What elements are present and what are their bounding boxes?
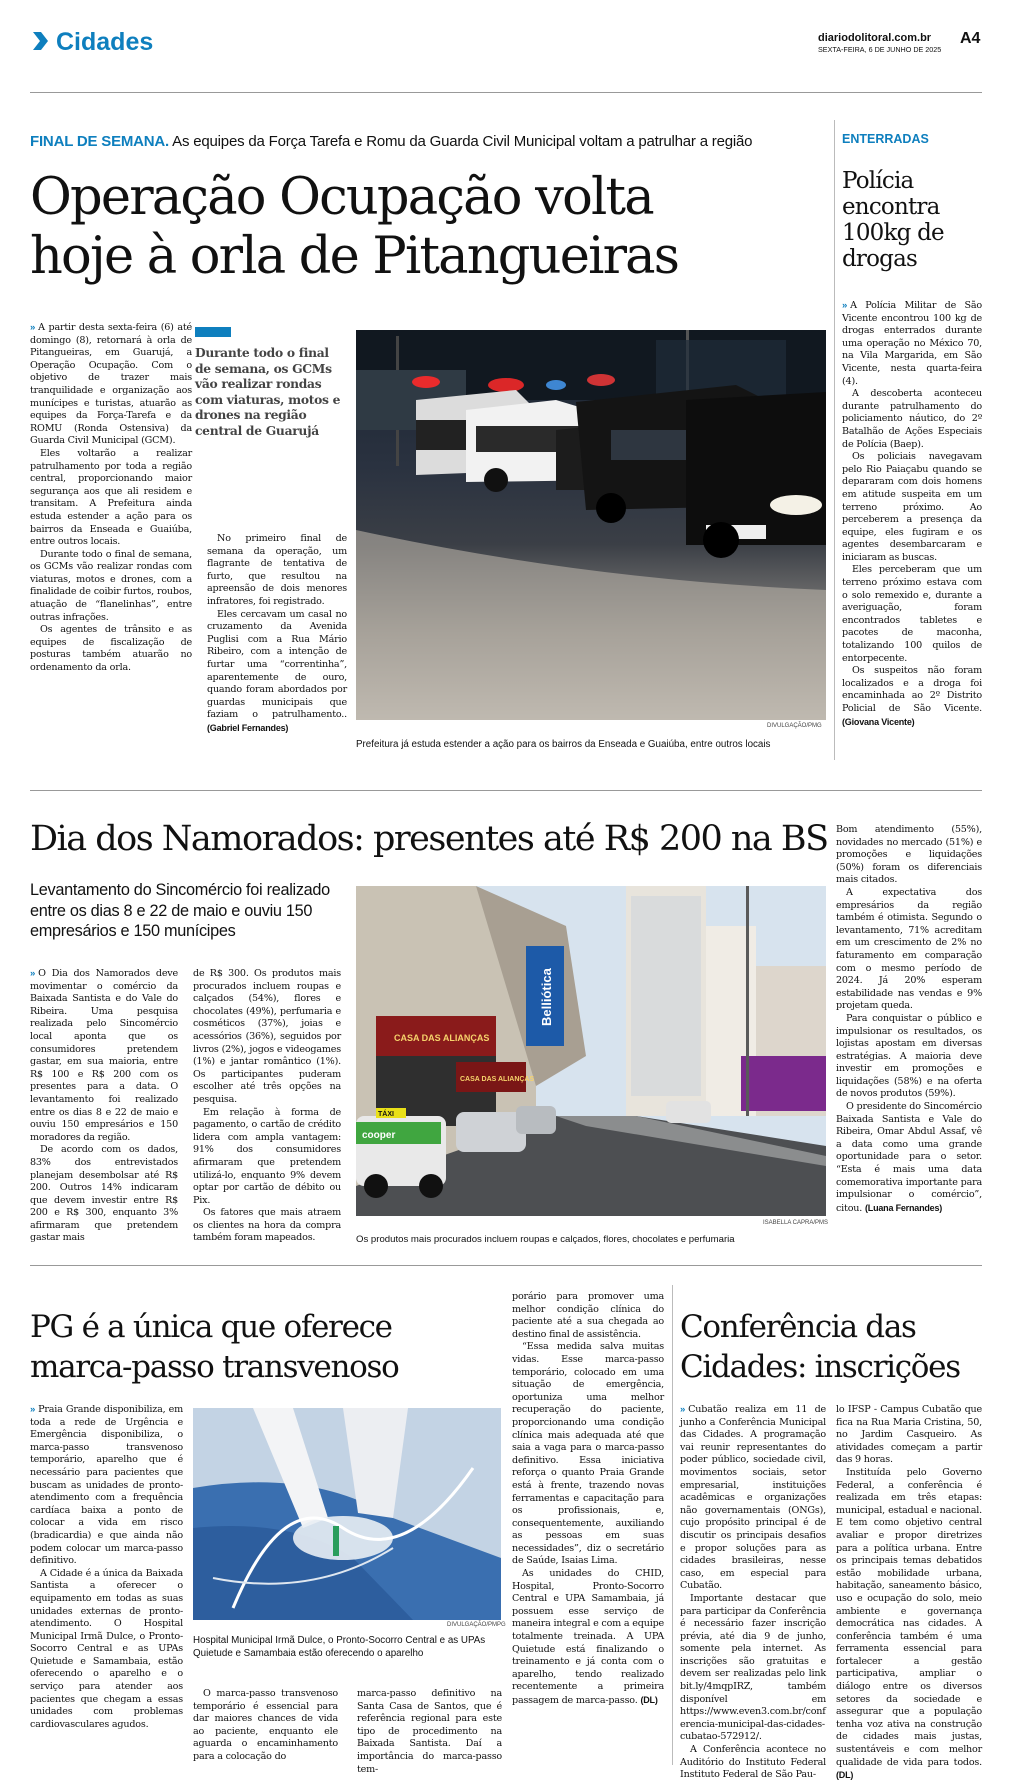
shopping-street-illustration xyxy=(356,886,826,1216)
story2-para-9: O presidente do Sincomércio Baixada Santista e Vale do Ribeira, Omar Abdul Assaf, vê a data como uma grande oportunidade para o setor. “Esta é mais uma data comemorativa importante para impulsionar o comércio”, citou. xyxy=(836,1101,983,1214)
main-photo-credit: DIVULGAÇÃO/PMG xyxy=(767,723,822,729)
main-para-6: Eles cercavam um casal no cruzamento da Avenida Puglisi com a Rua Mário Ribeiro, com a intenção de furtar uma “correntinha”, aparentemente de ouro, quando foram abordados por guardas municipais que faziam o patrulhamento.. xyxy=(207,608,347,721)
side-para-3: Os policiais navegavam pelo Rio Paiaçabu quando se depararam com dois homens em atitude suspeita em um terreno próximo. Ao perceberem a presença da equipe, eles fugiram e os agentes desembarcaram e iniciaram as buscas. xyxy=(842,451,982,563)
story3-photo-caption: Hospital Municipal Irmã Dulce, o Pronto-Socorro Central e as UPAs Quietude e Samambaia estão oferecendo o aparelho xyxy=(193,1635,486,1659)
story2-col-3 xyxy=(836,824,982,1215)
pullquote-bar xyxy=(195,327,231,337)
story3-col-2 xyxy=(193,1688,338,1764)
story3-headline xyxy=(30,1307,510,1387)
cooper-sign: cooper xyxy=(362,1130,396,1141)
store-sign-1: CASA DAS ALIANÇAS xyxy=(394,1033,490,1043)
main-headline xyxy=(30,168,830,286)
main-col-1 xyxy=(30,322,192,675)
side-para-5: Os suspeitos não foram localizados e a droga foi encaminhada ao 2º Distrito Policial de São Vicente. xyxy=(842,665,982,714)
chevron-marker-icon: » xyxy=(30,1404,36,1415)
chevron-right-icon xyxy=(30,30,50,52)
story4-para-1: Cubatão realiza em 11 de junho a Conferência Municipal das Cidades. A programação vai reunir representantes do poder público, sociedade civil, movimentos sociais, setor empresarial, instituições acadêmicas e organizações não governamentais (ONGs), cujo propósito principal é de discutir os principais desafios e propor soluções para as cidades brasileiras, nesse caso, em especial para Cubatão. xyxy=(680,1404,826,1592)
page-date: SEXTA-FEIRA, 6 DE JUNHO DE 2025 xyxy=(818,45,942,54)
story3-signature: (DL) xyxy=(640,1695,658,1705)
page-number: A4 xyxy=(960,30,981,47)
story3-col-4 xyxy=(512,1291,664,1708)
story4-col-1 xyxy=(680,1404,826,1782)
main-photo-caption: Prefeitura já estuda estender a ação para os bairros da Enseada e Guaiúba, entre outros locais xyxy=(356,739,771,750)
story3-para-1: Praia Grande disponibiliza, em toda a rede de Urgência e Emergência disponibiliza, o marca-passo transvenoso temporário, aparelho que é necessário para pacientes que buscam as unidades de pronto-atendimento com a frequência cardíaca baixa a ponto de colocar a vida em risco (bradicardia) e que ainda não podem colocar um marca-passo definitivo. xyxy=(30,1404,183,1567)
story3-photo xyxy=(193,1408,501,1620)
story4-para-4: lo IFSP - Campus Cubatão que fica na Rua Maria Cristina, 50, no Jardim Casqueiro. As atividades começam a partir das 9 horas. xyxy=(836,1404,982,1466)
story3-para-4: marca-passo definitivo na Santa Casa de Santos, que é referência regional para este tipo de procedimento na Baixada Santista. Daí a importância do marca-passo tem- xyxy=(357,1688,502,1775)
story3-col-3 xyxy=(357,1688,502,1776)
story2-col-2 xyxy=(193,968,341,1245)
chevron-marker-icon: » xyxy=(30,968,36,979)
kicker-text: As equipes da Força Tarefa e Romu da Guarda Civil Municipal voltam a patrulhar a região xyxy=(172,133,753,150)
story2-para-6: Bom atendimento (55%), novidades no mercado (51%) e promoções e liquidações (50%) foram os diferenciais mais citados. xyxy=(836,824,982,886)
side-signature: (Giovana Vicente) xyxy=(842,716,915,727)
story3-para-6: “Essa medida salva muitas vidas. Esse marca-passo temporário, colocado em uma situação de emergência, oportuniza uma melhor recuperação do paciente, proporcionando uma condição clínica mais adequada até que saia a vaga para o marca-passo definitivo. Essa iniciativa reforça o quanto Praia Grande está à frente, trazendo novas ferramentas e capacitação para os profissionais, e, consequentemente, auxiliando as pessoas em suas necessidades”, diz o secretário de Saúde, Isaias Lima. xyxy=(512,1341,664,1567)
side-column xyxy=(842,300,982,729)
story2-para-8: Para conquistar o público e impulsionar os resultados, os lojistas apostam em diversas estratégias. A maioria deve investir em promoções e liquidações (58%) e na oferta de novos produtos (59%). xyxy=(836,1012,982,1100)
main-para-2: Eles voltarão a realizar patrulhamento por toda a região central, proporcionando maior segurança aos que ali residem e transitam. A Prefeitura ainda estuda estender a ação para os bairros da Enseada e Guaiúba, entre outros locais. xyxy=(30,447,192,548)
headline-line-2: hoje à orla de Pitangueiras xyxy=(30,227,679,286)
chevron-marker-icon: » xyxy=(30,322,36,333)
police-vehicles-illustration xyxy=(356,330,826,720)
story2-para-4: Em relação à forma de pagamento, o cartão de crédito lidera com ampla vantagem: 91% dos consumidores afirmaram que pretendem utilizá-lo, enquanto 9% devem optar por cartão de débito ou Pix. xyxy=(193,1106,341,1206)
main-signature: (Gabriel Fernandes) xyxy=(207,722,289,733)
story3-para-2: A Cidade é a única da Baixada Santista a oferecer o equipamento em todas as suas unidades externas de pronto-atendimento. O Hospital Municipal Irmã Dulce, o Pronto-Socorro Central e as UPAs Quietude e Samambaia, estão oferecendo o aparelho e o serviço para atender aos pacientes que chegam a essas unidades com problemas cardiovasculares agudos. xyxy=(30,1567,183,1730)
story3-col-1 xyxy=(30,1404,183,1731)
story4-para-5: Instituída pelo Governo Federal, a conferência é realizada em três etapas: municipal, estadual e nacional. E tem como objetivo central avaliar e propor diretrizes para a política urbana. Entre os principais temas debatidos estão mobilidade urbana, habitação, saneamento básico, uso e ocupação do solo, meio ambiente e governança democrática nas cidades. A conferência também é uma ferramenta essencial para fortalecer a gestão participativa, ampliar o diálogo entre os diversos setores da sociedade e assegurar que a população tenha voz ativa na construção de cidades mais justas, sustentáveis e com melhor qualidade de vida para todos. xyxy=(836,1466,982,1768)
story3-para-3: O marca-passo transvenoso temporário é essencial para dar maiores chances de vida ao paciente, enquanto ele aguarda o encaminhamento para a colocação do xyxy=(193,1688,338,1762)
story3-photo-credit: DIVULGAÇÃO/PMPG xyxy=(447,1622,506,1628)
story2-para-5: Os fatores que mais atraem os clientes na hora da compra também foram mapeados. xyxy=(193,1207,341,1244)
story2-subtitle: Levantamento do Sincomércio foi realizado entre os dias 8 e 22 de maio e ouviu 150 empresários e 150 munícipes xyxy=(30,881,330,940)
story2-signature: (Luana Fernandes) xyxy=(864,1202,943,1213)
pacemaker-illustration xyxy=(193,1408,501,1620)
story2-photo xyxy=(356,886,826,1216)
story4-headline-line-1: Conferência das xyxy=(680,1309,916,1345)
story2-para-2: De acordo com os dados, 83% dos entrevistados planejam desembolsar até R$ 200. Outros 14% indicaram que devem investir entre R$ 200 e R$ 300, enquanto 3% afirmaram que pretendem gastar mais xyxy=(30,1144,178,1244)
chevron-marker-icon: » xyxy=(842,300,848,311)
main-col-2 xyxy=(207,533,347,736)
side-para-4: Eles perceberam que um terreno próximo estava com o solo remexido e, durante a averiguação, foram encontrados tabletes e pacotes de maconha, totalizando 100 quilos de entorpecente. xyxy=(842,564,982,664)
taxi-sign: TÁXI xyxy=(378,1111,394,1118)
site-url: diariodolitoral.com.br xyxy=(818,32,932,44)
side-title: Polícia encontra 100kg de drogas xyxy=(842,168,944,272)
chevron-marker-icon: » xyxy=(680,1404,686,1415)
main-para-3: Durante todo o final de semana, os GCMs vão realizar rondas com viaturas, motos e drones, com a finalidade de coibir furtos, roubos, atuação de “flanelinhas”, entre outras infrações. xyxy=(30,548,192,623)
story3-headline-line-2: marca-passo transvenoso xyxy=(30,1349,399,1385)
page-header xyxy=(0,0,1011,90)
side-para-2: A descoberta aconteceu durante patrulhamento do policiamento náutico, do 2º Batalhão de Ações Especiais de Polícia (Baep). xyxy=(842,388,982,450)
story2-para-7: A expectativa dos empresários da região também é otimista. Segundo o levantamento, 71% acreditam em um crescimento de 2% no faturamento em comparação com o mesmo período de 2024. Já 20% esperam estabilidade nas vendas e 9% projetam queda. xyxy=(836,886,982,1012)
pullquote: Durante todo o final de semana, os GCMs vão realizar rondas com viaturas, motos e drones na região central de Guarujá xyxy=(195,345,341,438)
story3-para-5: porário para promover uma melhor condição clínica do paciente até a sua chegada ao destino final de assistência. xyxy=(512,1291,664,1340)
main-para-5: No primeiro final de semana da operação, um flagrante de tentativa de furto, que resultou na apreensão de dois menores infratores, foi registrado. xyxy=(207,533,347,607)
side-kicker: ENTERRADAS xyxy=(842,132,929,146)
story4-col-2 xyxy=(836,1404,982,1783)
story4-signature: (DL) xyxy=(836,1770,854,1781)
story4-para-3: A Conferência acontece no Auditório do Instituto Federal Instituto Federal de São Pau- xyxy=(680,1744,826,1781)
story4-headline-line-2: Cidades: inscrições xyxy=(680,1349,960,1385)
main-para-1: A partir desta sexta-feira (6) até domingo (8), retornará à orla de Pitangueiras, em Guarujá, a Operação Ocupação. Com o objetivo de trazer mais tranquilidade e organização aos munícipes e turistas, atuarão as equipes da Força-Tarefa e da ROMU (Ronda Ostensiva) da Guarda Civil Municipal (GCM). xyxy=(30,322,192,447)
story2-col-1 xyxy=(30,968,178,1245)
story3-headline-line-1: PG é a única que oferece xyxy=(30,1309,392,1345)
side-para-1: A Polícia Militar de São Vicente encontrou 100 kg de drogas enterrados durante uma operação no México 70, na Vila Margarida, em São Vicente, nesta quarta-feira (4). xyxy=(842,300,982,387)
store-sign-2: CASA DAS ALIANÇAS xyxy=(460,1076,535,1083)
headline-line-1: Operação Ocupação volta xyxy=(30,168,653,227)
story2-photo-caption: Os produtos mais procurados incluem roupas e calçados, flores, chocolates e perfumaria xyxy=(356,1234,735,1245)
story2-para-1: O Dia dos Namorados deve movimentar o comércio da Baixada Santista e do Vale do Ribeira. Uma pesquisa realizada pelo Sincomércio local aponta que os consumidores pretendem gastar, em sua maioria, entre R$ 100 e R$ 200 com os presentes para a data. O levantamento foi realizado entre os dias 8 e 22 de maio e ouviu 150 empresários e 150 moradores da região. xyxy=(30,968,178,1143)
main-kicker xyxy=(30,133,752,150)
story2-photo-credit: ISABELLA CAPRA/PMS xyxy=(763,1220,829,1226)
story4-headline xyxy=(680,1307,990,1387)
story2-headline: Dia dos Namorados: presentes até R$ 200 na BS xyxy=(30,819,828,859)
story4-para-2: Importante destacar que para participar da Conferência é necessário fazer inscrição prévia, até dia 9 de junho, somente pela internet. As inscrições são gratuitas e devem ser realizadas pelo link bit.ly/4mqpIRZ, também disponível em https://www.even3.com.br/conferencia-municipal-das-cidades-cubatao-572912/. xyxy=(680,1592,826,1743)
main-photo xyxy=(356,330,826,720)
main-para-4: Os agentes de trânsito e as equipes de fiscalização de posturas também atuarão no ordenamento da orla. xyxy=(30,624,192,674)
store-sign-bellotica: Belliótica xyxy=(539,968,554,1026)
kicker-bold: FINAL DE SEMANA. xyxy=(30,133,170,150)
section-name: Cidades xyxy=(56,28,154,56)
story2-para-3: de R$ 300. Os produtos mais procurados incluem roupas e calçados (54%), flores e chocolates (49%), perfumaria e cosméticos (37%), joias e acessórios (36%), seguidos por livros (2%), jogos e videogames (1%) e jantar romântico (1%). Os participantes puderam escolher até três opções na pesquisa. xyxy=(193,968,341,1105)
story3-para-7: As unidades do CHID, Hospital, Pronto-Socorro Central e UPA Samambaia, já possuem esse serviço de maneira integral e com a equipe totalmente treinada. A UPA Quietude está finalizando o treinamento e já conta com o aparelho, tendo realizado recentemente a primeira passagem de marca-passo. xyxy=(512,1568,664,1706)
